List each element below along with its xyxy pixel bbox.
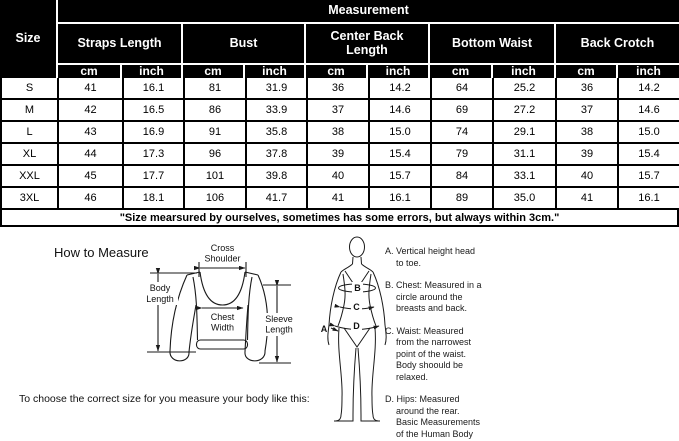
instruction-item-b xyxy=(385,280,525,315)
unit-cell: inch xyxy=(618,65,679,78)
value-cell: 18.1 xyxy=(124,188,185,210)
size-cell: M xyxy=(2,100,59,122)
size-cell: L xyxy=(2,122,59,144)
instruction-line: C. Waist: Measured xyxy=(385,325,464,336)
size-cell: XXL xyxy=(2,166,59,188)
instruction-line: Basic Measurements xyxy=(396,417,481,427)
figure-label-b: B xyxy=(354,283,361,293)
size-chart-body xyxy=(0,78,679,210)
unit-cell: cm xyxy=(556,65,616,78)
unit-cell: inch xyxy=(368,65,428,78)
value-cell: 15.7 xyxy=(370,166,432,188)
value-cell: 15.0 xyxy=(370,122,432,144)
closing-note: To choose the correct size for you measure your body like this: xyxy=(19,393,310,405)
size-cell: XL xyxy=(2,144,59,166)
value-cell: 17.7 xyxy=(124,166,185,188)
value-cell: 33.9 xyxy=(247,100,308,122)
instruction-item-d xyxy=(385,394,525,440)
value-cell: 16.1 xyxy=(619,188,679,210)
instruction-line: circle around the xyxy=(396,291,463,302)
value-cell: 39 xyxy=(308,144,370,166)
body-length-label-line2: Length xyxy=(146,294,174,304)
value-cell: 69 xyxy=(432,100,494,122)
value-cell: 25.2 xyxy=(494,78,557,100)
value-cell: 41 xyxy=(557,188,619,210)
measurement-header-cell: Measurement xyxy=(58,0,679,22)
value-cell: 106 xyxy=(185,188,247,210)
value-cell: 31.9 xyxy=(247,78,308,100)
value-cell: 39 xyxy=(557,144,619,166)
instruction-line: from the narrowest xyxy=(396,337,472,347)
value-cell: 38 xyxy=(557,122,619,144)
value-cell: 86 xyxy=(185,100,247,122)
cross-shoulder-label-line1: Cross xyxy=(210,243,235,253)
value-cell: 16.1 xyxy=(124,78,185,100)
figure-label-a: A xyxy=(320,324,328,334)
body-length-label-line1: Body xyxy=(149,283,171,293)
instruction-line: breasts and back. xyxy=(396,303,468,313)
value-cell: 14.2 xyxy=(370,78,432,100)
size-cell: S xyxy=(2,78,59,100)
value-cell: 31.1 xyxy=(494,144,557,166)
value-cell: 101 xyxy=(185,166,247,188)
instruction-item-c xyxy=(385,326,525,384)
size-chart-header xyxy=(0,0,679,78)
value-cell: 89 xyxy=(432,188,494,210)
unit-cell: inch xyxy=(245,65,304,78)
value-cell: 81 xyxy=(185,78,247,100)
category-bottom-waist: Bottom Waist xyxy=(430,24,554,63)
category-straps-length: Straps Length xyxy=(58,24,181,63)
value-cell: 43 xyxy=(59,122,124,144)
value-cell: 14.6 xyxy=(370,100,432,122)
value-cell: 15.4 xyxy=(619,144,679,166)
instruction-line: around the rear. xyxy=(396,405,460,416)
value-cell: 39.8 xyxy=(247,166,308,188)
value-cell: 16.1 xyxy=(370,188,432,210)
chest-width-label-line1: Chest xyxy=(210,312,235,322)
size-header-cell: Size xyxy=(0,0,56,78)
sleeve-length-label-line1: Sleeve xyxy=(265,314,293,324)
value-cell: 15.0 xyxy=(619,122,679,144)
value-cell: 41 xyxy=(59,78,124,100)
cross-shoulder-label-line2: Shoulder xyxy=(204,253,241,264)
value-cell: 37.8 xyxy=(247,144,308,166)
measure-instructions xyxy=(385,246,525,441)
value-cell: 36 xyxy=(308,78,370,100)
instruction-item-a xyxy=(385,246,525,269)
instruction-line: to toe. xyxy=(396,257,422,268)
instruction-line: of the Human Body xyxy=(396,428,474,439)
value-cell: 36 xyxy=(557,78,619,100)
sleeve-length-label-line2: Length xyxy=(265,324,293,335)
instruction-line: B. Chest: Measured in a xyxy=(385,280,482,290)
value-cell: 64 xyxy=(432,78,494,100)
unit-cell: inch xyxy=(122,65,181,78)
value-cell: 14.6 xyxy=(619,100,679,122)
value-cell: 46 xyxy=(59,188,124,210)
value-cell: 29.1 xyxy=(494,122,557,144)
table-footnote: "Size mearsured by ourselves, sometimes has some errors, but always within 3cm." xyxy=(0,210,679,227)
unit-cell: cm xyxy=(430,65,491,78)
value-cell: 45 xyxy=(59,166,124,188)
instruction-line: D. Hips: Measured xyxy=(385,394,460,404)
value-cell: 40 xyxy=(557,166,619,188)
value-cell: 35.0 xyxy=(494,188,557,210)
value-cell: 38 xyxy=(308,122,370,144)
value-cell: 16.5 xyxy=(124,100,185,122)
value-cell: 96 xyxy=(185,144,247,166)
how-to-measure-title: How to Measure xyxy=(54,245,149,260)
value-cell: 15.4 xyxy=(370,144,432,166)
value-cell: 14.2 xyxy=(619,78,679,100)
value-cell: 33.1 xyxy=(494,166,557,188)
category-back-crotch: Back Crotch xyxy=(556,24,679,63)
unit-cell: cm xyxy=(306,65,366,78)
unit-cell: cm xyxy=(183,65,243,78)
chest-width-label-line2: Width xyxy=(210,322,235,333)
value-cell: 74 xyxy=(432,122,494,144)
value-cell: 17.3 xyxy=(124,144,185,166)
measure-diagram-svg xyxy=(0,227,679,441)
figure-label-c: C xyxy=(353,302,360,312)
value-cell: 15.7 xyxy=(619,166,679,188)
instruction-line: point of the waist. xyxy=(396,348,467,359)
size-cell: 3XL xyxy=(2,188,59,210)
category-center-back-length: Center Back Length xyxy=(306,24,428,63)
value-cell: 27.2 xyxy=(494,100,557,122)
value-cell: 84 xyxy=(432,166,494,188)
value-cell: 37 xyxy=(308,100,370,122)
value-cell: 37 xyxy=(557,100,619,122)
value-cell: 41.7 xyxy=(247,188,308,210)
instruction-line: A. Vertical height head xyxy=(385,246,476,256)
unit-cell: inch xyxy=(493,65,554,78)
unit-cell: cm xyxy=(58,65,120,78)
figure-label-d: D xyxy=(353,321,360,331)
value-cell: 44 xyxy=(59,144,124,166)
value-cell: 16.9 xyxy=(124,122,185,144)
value-cell: 40 xyxy=(308,166,370,188)
value-cell: 35.8 xyxy=(247,122,308,144)
value-cell: 41 xyxy=(308,188,370,210)
instruction-line: relaxed. xyxy=(396,371,429,382)
instruction-line: Body shoould be xyxy=(396,360,464,370)
category-bust: Bust xyxy=(183,24,304,63)
value-cell: 91 xyxy=(185,122,247,144)
value-cell: 42 xyxy=(59,100,124,122)
value-cell: 79 xyxy=(432,144,494,166)
